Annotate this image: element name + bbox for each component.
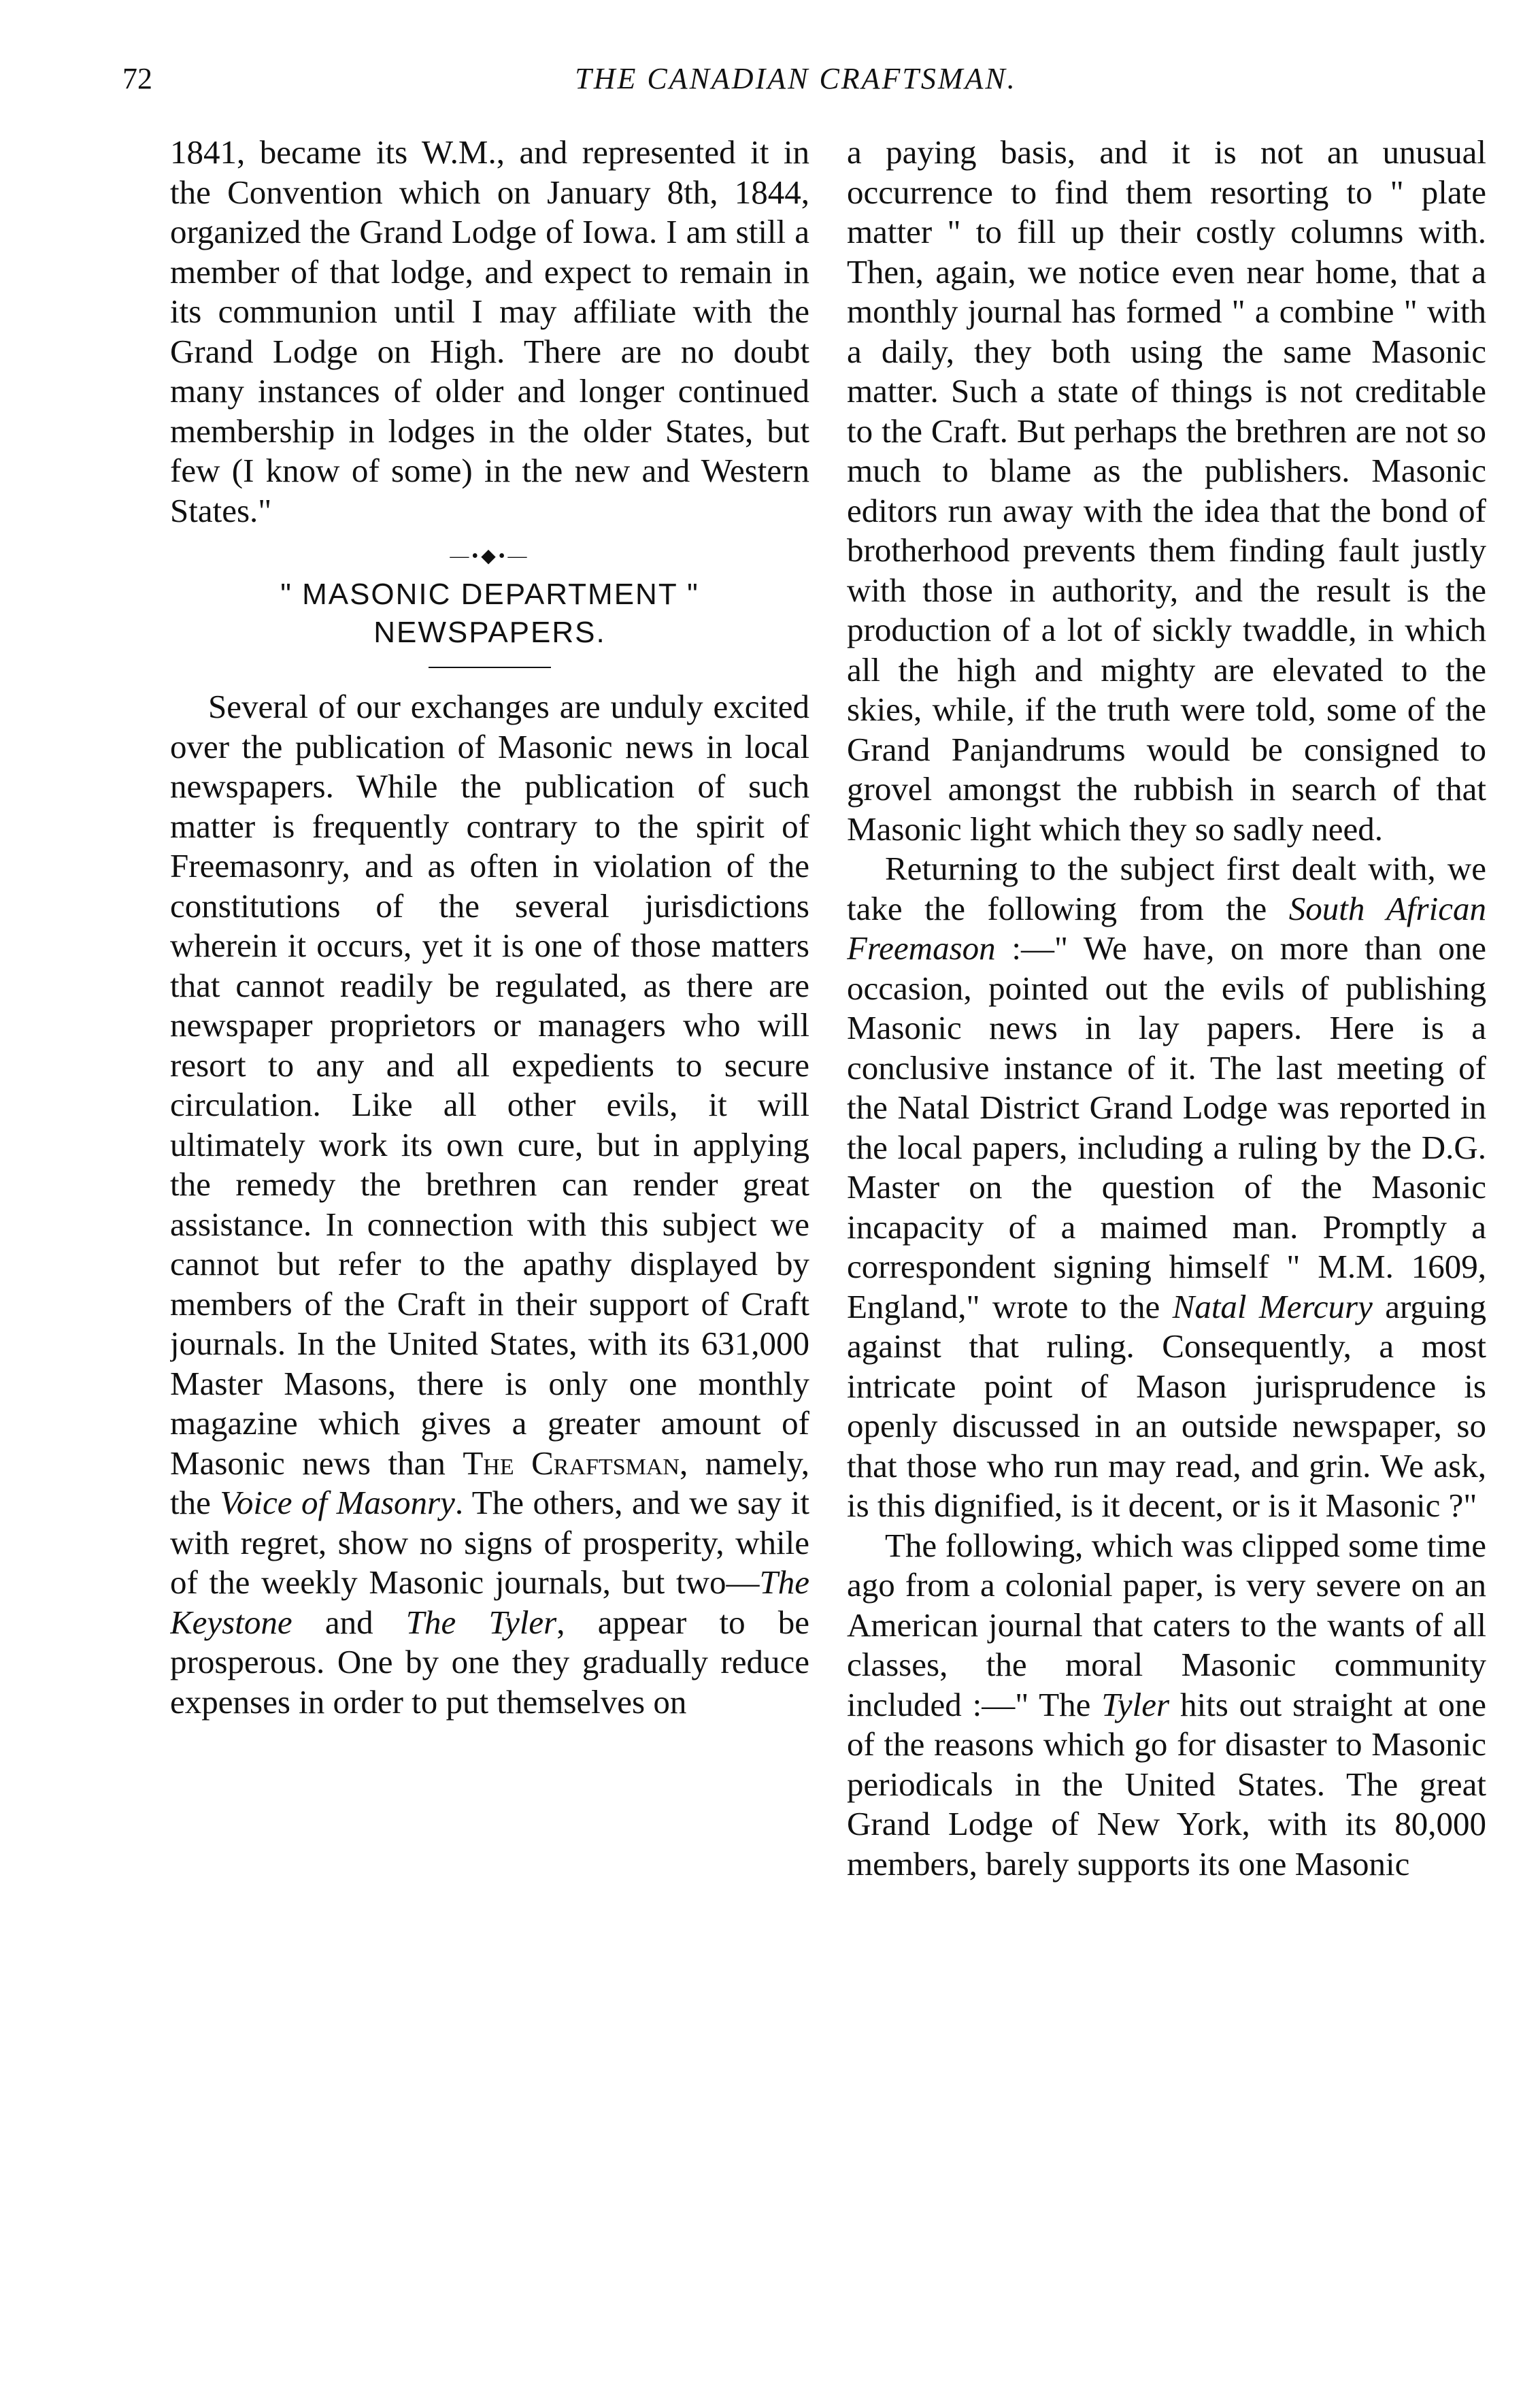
journal-name-natal-mercury: Natal Mercury [1172,1287,1373,1325]
closing-paragraph [847,1526,1486,1885]
page-number: 72 [122,62,152,95]
body-text: and [292,1603,406,1641]
left-column [170,133,809,2323]
journal-name-tyler: Tyler [1101,1685,1170,1723]
journal-name-voice-of-masonry: Voice of Masonry [220,1484,455,1521]
continued-paragraph: a paying basis, and it is not an unusual occurrence to find them resorting to " plate matter " to fill up their costly columns with. Then, again, we notice even near home, that a monthly journal has formed " a combine " with a daily, they both using the same Masonic matter. Such a state of things is not creditable to the Craft. But perhaps the brethren are not so much to blame as the publishers. Masonic editors run away with the idea that the bond of brotherhood prevents them finding fault justly with those in authority, and the result is the production of a lot of sickly twaddle, in which all the high and mighty are elevated to the skies, while, if the truth were told, some of the Grand Panjandrums would be consigned to grovel amongst the rubbish in search of that Masonic light which they so sadly need. [847,133,1486,848]
journal-name-tyler: The Tyler [405,1603,557,1641]
quoted-paragraph [847,849,1486,1526]
body-text: Returning to the subject first dealt with, we take the following from the [847,850,1486,927]
body-text: hits out straight at one of the reasons which go for disaster to Masonic periodicals in the United States. The great Grand Lodge of New York, with its 80,000 members, barely supports its one Masonic [847,1685,1486,1883]
body-text: The following, which was clipped some time ago from a colonial paper, is very severe on an American journal that caters to the wants of all classes, the moral Masonic community included :—" The [847,1526,1486,1723]
section-heading-line1: " MASONIC DEPARTMENT " [280,578,699,611]
body-text: Several of our exchanges are unduly excited over the publication of Masonic news in local newspapers. While the publication of such matter is frequently contrary to the spirit of Freemasonry, and as often in violation of the constitutions of the several jurisdictions wherein it occurs, yet it is one of those matters that cannot readily be regulated, as there are newspaper proprietors or managers who will resort to any and all expedients to secure circulation. Like all other evils, it will ultimately work its own cure, but in applying the remedy the brethren can render great assistance. In connection with this subject we cannot but refer to the apathy displayed by members of the Craft in their support of Craft journals. In the United States, with its 631,000 Master Masons, there is only one monthly magazine which gives a greater amount of Masonic news than [170,688,809,1482]
article-paragraph [170,687,809,1722]
journal-name-keystone: The Keystone [170,1563,809,1641]
page-header [122,61,1469,116]
journal-name-craftsman: The Craftsman [463,1444,680,1482]
body-text: , appear to be prosperous. One by one they gradually reduce expenses in order to put themselves on [170,1603,809,1721]
section-ornament: —•◆•— [450,546,530,567]
section-heading-line2: NEWSPAPERS. [373,616,606,649]
journal-name-south-african-freemason: South African Freemason [847,889,1486,967]
running-title: THE CANADIAN CRAFTSMAN. [575,62,1017,95]
body-text: arguing against that ruling. Consequently, a most intricate point of Mason jurisprudence is openly discussed in an outside newspaper, so that those who run may read, and grin. We ask, is this dignified, is it decent, or is it Masonic ?" [847,1287,1486,1524]
intro-paragraph: 1841, became its W.M., and represented it in the Convention which on January 8th, 1844, organized the Grand Lodge of Iowa. I am still a member of that lodge, and expect to remain in its communion until I may affiliate with the Grand Lodge on High. There are no doubt many instances of older and longer continued membership in lodges in the older States, but few (I know of some) in the new and Western States." [170,133,809,529]
right-column [847,133,1486,2323]
body-text: :—" We have, on more than one occasion, pointed out the evils of publishing Masonic news in lay papers. Here is a conclusive instance of it. The last meeting of the Natal District Grand Lodge was reported in the local papers, including a ruling by the D.G. Master on the question of the Masonic incapacity of a maimed man. Promptly a correspondent signing himself " M.M. 1609, England," wrote to the [847,929,1486,1325]
body-text: , namely, the [170,1444,809,1521]
heading-rule [429,667,551,668]
body-text: . The others, and we say it with regret, show no signs of prosperity, while of the weekly Masonic journals, but two— [170,1484,809,1601]
